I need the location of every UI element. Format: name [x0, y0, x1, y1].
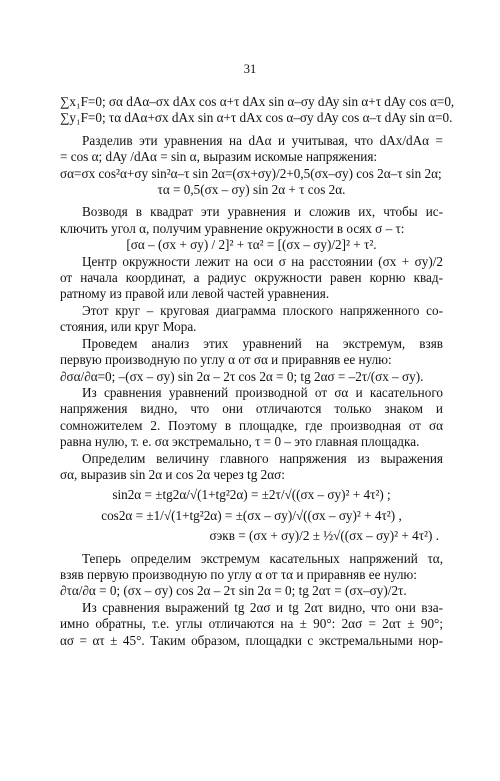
text-line: Возводя в квадрат эти уравнения и сложив их, чтобы ис- — [82, 204, 443, 220]
text-line: взяв первую производную по углу α от τα и приравняв ее нулю: — [60, 566, 417, 582]
text-line: σэкв = (σx + σy)/2 ± ½√((σx – σy)² + 4τ²) . — [209, 528, 439, 544]
text-line: ∑x₁F=0; σα dAα–σx dAx cos α+τ dAx sin α–σy dAy sin α+τ dAy cos α=0, — [60, 94, 455, 109]
text-line: σα=σx cos²α+σy sin²α–τ sin 2α=(σx+σy)/2+0,5(σx–σy) cos 2α–τ sin 2α; — [60, 165, 442, 181]
text-line: = cos α; dAy /dAα = sin α, выразим искомые напряжения: — [60, 149, 378, 165]
text-line: первую производную по углу α от σα и приравняв ее нулю: — [60, 352, 392, 368]
text-line: cos2α = ±1/√(1+tg²2α) = ±(σx – σy)/√((σx – σy)² + 4τ²) , — [101, 507, 402, 523]
text-line: Этот круг – круговая диаграмма плоского напряженного со- — [82, 302, 443, 318]
text-line: напряжения видно, что они отличаются только знаком и — [60, 401, 443, 417]
text-line: ратному из правой или левой частей уравнения. — [60, 286, 330, 302]
text-line: Разделив эти уравнения на dAα и учитывая, что dAx/dAα = — [82, 132, 443, 148]
text-line: ∂σα/∂α=0; –(σx – σy) sin 2α – 2τ cos 2α = 0; tg 2ασ = –2τ/(σx – σy). — [60, 368, 424, 384]
text-line: ∂τα/∂α = 0; (σx – σy) cos 2α – 2τ sin 2α = 0; tg 2ατ = (σx–σy)/2τ. — [60, 583, 407, 599]
text-line: Центр окружности лежит на оси σ на расстоянии (σx + σy)/2 — [82, 253, 443, 269]
page-number: 31 — [243, 62, 257, 76]
text-line: Теперь определим экстремум касательных напряжений τα, — [82, 550, 443, 566]
text-line: τα = 0,5(σx – σy) sin 2α + τ cos 2α. — [157, 182, 346, 198]
text-line: имно обратны, т.е. углы отличаются на ± 90°: 2ασ = 2ατ ± 90°; — [60, 616, 443, 632]
text-line: Из сравнения выражений tg 2ασ и tg 2ατ видно, что они вза- — [82, 599, 443, 615]
text-line: сомножителем 2. Поэтому в площадке, где производная от σα — [60, 417, 443, 433]
text-line: [σα – (σx + σy) / 2]² + τα² = [(σx – σy)/2]² + τ². — [126, 237, 377, 253]
text-line: Проведем анализ этих уравнений на экстремум, взяв — [82, 335, 443, 351]
text-line: sin2α = ±tg2α/√(1+tg²2α) = ±2τ/√((σx – σy)² + 4τ²) ; — [112, 487, 391, 503]
text-line: ключить угол α, получим уравнение окружности в осях σ – τ: — [60, 220, 405, 236]
page-body — [60, 94, 455, 649]
text-line: Определим величину главного напряжения из выражения — [82, 450, 443, 466]
text-line: равна нулю, т. е. σα экстремально, τ = 0 – это главная площадка. — [60, 434, 420, 450]
text-line: ασ = ατ ± 45°. Таким образом, площадки с экстремальными нор- — [60, 632, 443, 648]
text-line: ∑y₁F=0; τα dAα+σx dAx sin α+τ dAx cos α–σy dAy cos α–τ dAy sin α=0. — [60, 110, 453, 126]
text-line: от начала координат, а радиус окружности равен корню квад- — [60, 270, 443, 286]
text-line: стояния, или круг Мора. — [60, 319, 197, 335]
text-line: σα, выразив sin 2α и cos 2α через tg 2ασ: — [60, 466, 285, 482]
text-line: Из сравнения уравнений производной от σα и касательного — [82, 384, 443, 400]
